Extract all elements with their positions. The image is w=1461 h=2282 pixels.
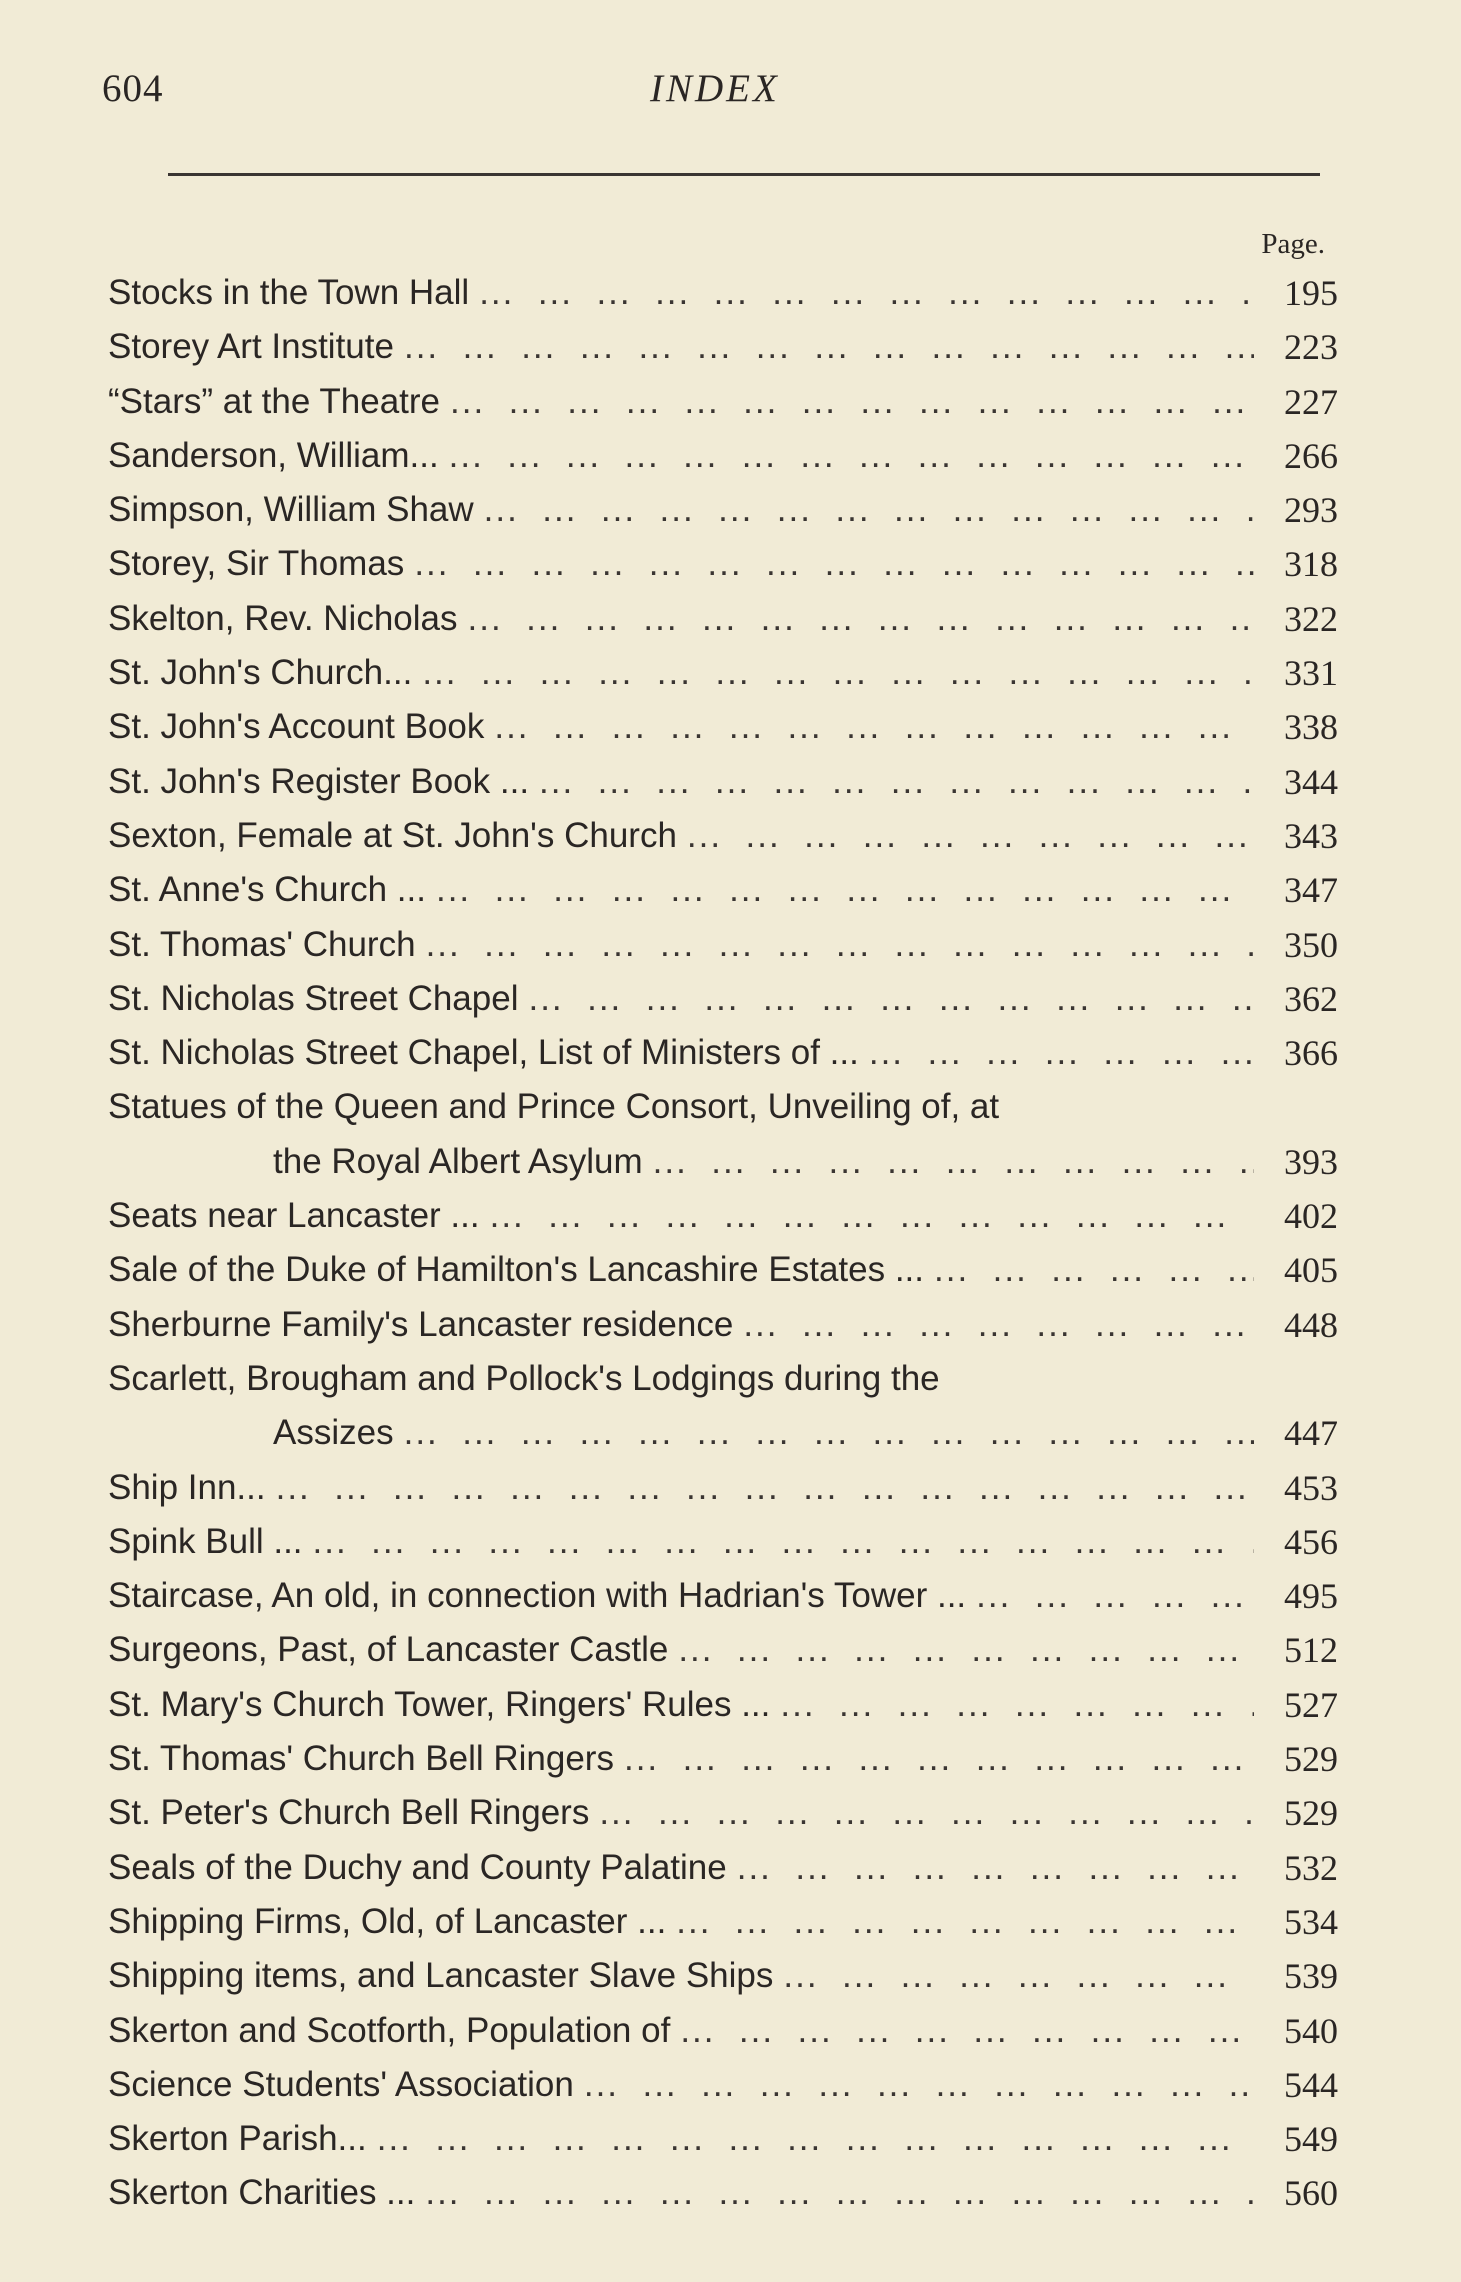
index-entry [108,755,1338,809]
index-entry [108,700,1338,754]
index-entry [108,537,1338,591]
entry-page: 338 [1284,707,1338,748]
entry-page: 350 [1284,924,1338,965]
entry-page: 529 [1284,1739,1338,1780]
entry-title: Ship Inn... [108,1467,266,1507]
dot-leader [474,483,1254,537]
entry-title: St. Nicholas Street Chapel, List of Ministers of ... [108,1033,859,1073]
dot-leader [426,863,1254,917]
index-entry [108,646,1338,700]
dot-leader [666,1895,1254,1949]
entry-title: Scarlett, Brougham and Pollock's Lodgings during the [108,1358,940,1398]
entry-title: Storey, Sir Thomas [108,544,405,584]
index-entry [108,2058,1338,2112]
entry-title: Sexton, Female at St. John's Church [108,815,677,855]
entry-title: Skelton, Rev. Nicholas [108,598,458,638]
entry-page: 223 [1284,327,1338,368]
entry-title: Seals of the Duchy and County Palatine [108,1847,727,1887]
entry-title: St. Nicholas Street Chapel [108,978,519,1018]
entry-title: Spink Bull ... [108,1521,303,1561]
entry-page: 560 [1284,2173,1338,2214]
index-entry [108,863,1338,917]
entry-page: 362 [1284,978,1338,1019]
dot-leader [439,429,1254,483]
entry-title: St. John's Register Book ... [108,761,530,801]
dot-leader [415,2166,1254,2220]
entry-title-continuation: Assizes [273,1413,394,1453]
entry-title: Staircase, An old, in connection with Hadrian's Tower ... [108,1576,967,1616]
dot-leader [966,1569,1254,1623]
entry-page: 293 [1284,490,1338,531]
entry-title: Sanderson, William... [108,435,439,475]
entry-page: 448 [1284,1304,1338,1345]
dot-leader [859,1026,1254,1080]
entry-page: 343 [1284,815,1338,856]
running-head: INDEX [650,67,780,110]
dot-leader [574,2058,1254,2112]
index-entry [108,1515,1338,1569]
dot-leader [469,266,1254,320]
index-entry [108,1352,1338,1461]
dot-leader [480,1189,1254,1243]
dot-leader [412,646,1254,700]
index-entry [108,972,1338,1026]
entry-title: St. John's Account Book [108,707,485,747]
index-entry [108,320,1338,374]
dot-leader [529,755,1254,809]
dot-leader [643,1135,1254,1189]
dot-leader [677,809,1254,863]
index-entry [108,375,1338,429]
index-entry [108,809,1338,863]
entry-page: 532 [1284,1847,1338,1888]
entry-title: Simpson, William Shaw [108,490,474,530]
entry-title: Sherburne Family's Lancaster residence [108,1304,734,1344]
entry-title: St. Anne's Church ... [108,870,426,910]
dot-leader [303,1515,1254,1569]
index-entry [108,1189,1338,1243]
index-entry [108,2004,1338,2058]
dot-leader [404,537,1254,591]
index-entry [108,1243,1338,1297]
index-entry [108,2112,1338,2166]
dot-leader [484,700,1254,754]
index-entry [108,1080,1338,1189]
entry-page: 447 [1284,1413,1338,1454]
dot-leader [367,2112,1254,2166]
entry-page: 266 [1284,435,1338,476]
index-entry [108,1298,1338,1352]
dot-leader [589,1786,1254,1840]
entry-title: Shipping Firms, Old, of Lancaster ... [108,1901,667,1941]
entry-title: Seats near Lancaster ... [108,1196,480,1236]
index-entry [108,1461,1338,1515]
entry-page: 534 [1284,1901,1338,1942]
dot-leader [458,592,1254,646]
index-entry [108,1786,1338,1840]
page-number: 604 [102,67,164,110]
entry-page: 540 [1284,2010,1338,2051]
entry-page: 347 [1284,870,1338,911]
dot-leader [770,1678,1254,1732]
entry-title: “Stars” at the Theatre [108,381,441,421]
dot-leader [416,918,1254,972]
dot-leader [773,1949,1254,2003]
index-entries [108,266,1338,2221]
index-entry [108,266,1338,320]
entry-page: 544 [1284,2064,1338,2105]
index-entry [108,1949,1338,2003]
page-column-header: Page. [1261,228,1325,260]
entry-title: Skerton Parish... [108,2119,367,2159]
dot-leader [440,375,1254,429]
index-entry [108,1841,1338,1895]
entry-page: 453 [1284,1467,1338,1508]
entry-page: 549 [1284,2119,1338,2160]
entry-title: St. Peter's Church Bell Ringers [108,1793,590,1833]
entry-page: 322 [1284,598,1338,639]
dot-leader [266,1461,1254,1515]
entry-title: St. Thomas' Church [108,924,416,964]
index-entry [108,1026,1338,1080]
entry-page: 539 [1284,1956,1338,1997]
index-entry [108,1569,1338,1623]
entry-page: 393 [1284,1141,1338,1182]
entry-title: Science Students' Association [108,2064,574,2104]
entry-page: 331 [1284,653,1338,694]
entry-page: 527 [1284,1684,1338,1725]
entry-page: 366 [1284,1033,1338,1074]
entry-page: 227 [1284,381,1338,422]
entry-title: St. Mary's Church Tower, Ringers' Rules ... [108,1684,771,1724]
index-entry [108,918,1338,972]
entry-page: 405 [1284,1250,1338,1291]
entry-page: 495 [1284,1576,1338,1617]
dot-leader [733,1298,1254,1352]
dot-leader [670,2004,1254,2058]
index-entry [108,592,1338,646]
dot-leader [394,1406,1254,1460]
index-entry [108,429,1338,483]
entry-page: 456 [1284,1521,1338,1562]
header-rule [168,173,1320,176]
entry-title: Sale of the Duke of Hamilton's Lancashire Estates ... [108,1250,924,1290]
entry-title: Shipping items, and Lancaster Slave Ships [108,1956,774,1996]
entry-title: Surgeons, Past, of Lancaster Castle [108,1630,669,1670]
entry-title: Stocks in the Town Hall [108,273,470,312]
index-entry [108,1895,1338,1949]
index-entry [108,483,1338,537]
index-entry [108,1732,1338,1786]
entry-page: 195 [1284,273,1338,313]
index-entry [108,1678,1338,1732]
index-entry [108,1623,1338,1677]
dot-leader [614,1732,1254,1786]
entry-page: 529 [1284,1793,1338,1834]
entry-page: 512 [1284,1630,1338,1671]
entry-title: Storey Art Institute [108,327,394,367]
entry-title: St. John's Church... [108,653,413,693]
entry-page: 344 [1284,761,1338,802]
entry-title: St. Thomas' Church Bell Ringers [108,1739,614,1779]
entry-page: 402 [1284,1196,1338,1237]
dot-leader [727,1841,1254,1895]
dot-leader [518,972,1254,1026]
entry-title: Skerton Charities ... [108,2173,416,2213]
dot-leader [924,1243,1254,1297]
entry-title: Skerton and Scotforth, Population of [108,2010,671,2050]
entry-title-continuation: the Royal Albert Asylum [273,1141,643,1181]
dot-leader [394,320,1254,374]
entry-title: Statues of the Queen and Prince Consort, Unveiling of, at [108,1087,1000,1127]
index-entry [108,2166,1338,2220]
dot-leader [668,1623,1254,1677]
entry-page: 318 [1284,544,1338,585]
